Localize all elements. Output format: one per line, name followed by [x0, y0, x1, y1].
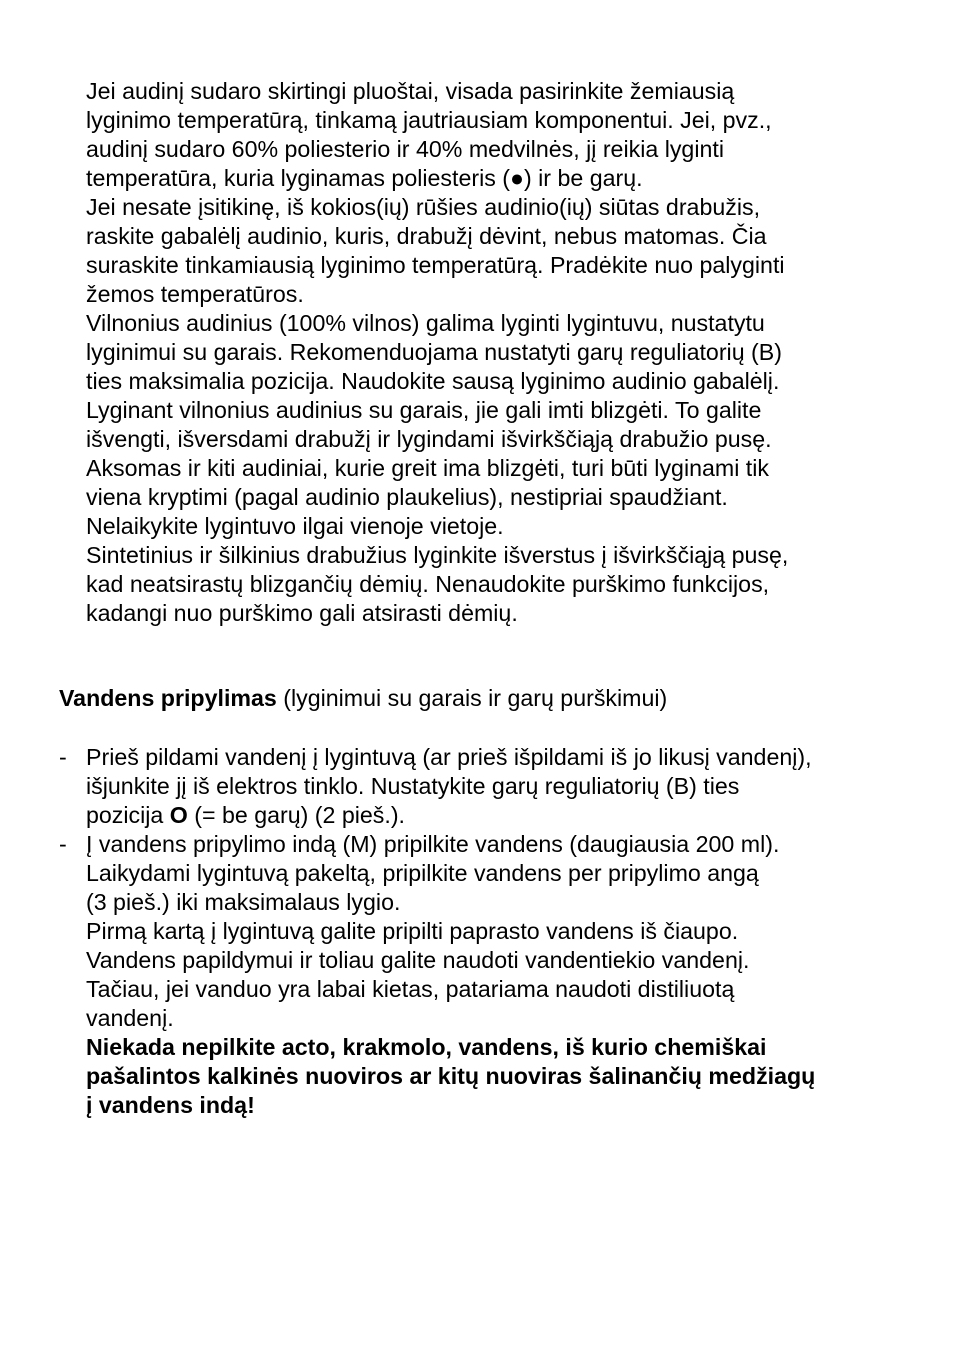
text-line: žemos temperatūros.: [86, 281, 304, 307]
warning-line: Niekada nepilkite acto, krakmolo, vandens, iš kurio chemiškai: [86, 1034, 767, 1060]
text-line: suraskite tinkamiausią lyginimo temperatūrą. Pradėkite nuo palyginti: [86, 252, 785, 278]
text-line: viena kryptimi (pagal audinio plaukelius), nestipriai spaudžiant.: [86, 484, 728, 510]
text-line: Tačiau, jei vanduo yra labai kietas, patariama naudoti distiliuotą: [86, 976, 735, 1002]
text-line: Jei audinį sudaro skirtingi pluoštai, visada pasirinkite žemiausią: [86, 78, 735, 104]
list-bullet: -: [59, 831, 67, 857]
text-line: lyginimui su garais. Rekomenduojama nustatyti garų reguliatorių (B): [86, 339, 782, 365]
text-fragment: (= be garų) (2 pieš.).: [187, 802, 405, 828]
text-line: vandenį.: [86, 1005, 174, 1031]
text-line: ties maksimalia pozicija. Naudokite sausą lyginimo audinio gabalėlį.: [86, 368, 780, 394]
text-line: Jei nesate įsitikinę, iš kokios(ių) rūšies audinio(ių) siūtas drabužis,: [86, 194, 761, 220]
text-line: kadangi nuo purškimo gali atsirasti dėmių.: [86, 600, 518, 626]
text-line: Laikydami lygintuvą pakeltą, pripilkite vandens per pripylimo angą: [86, 860, 759, 886]
text-line: lyginimo temperatūrą, tinkamą jautriausiam komponentui. Jei, pvz.,: [86, 107, 772, 133]
list-bullet: -: [59, 744, 67, 770]
text-line: kad neatsirastų blizgančių dėmių. Nenaudokite purškimo funkcijos,: [86, 571, 770, 597]
warning-line: į vandens indą!: [86, 1092, 255, 1118]
text-line: [86, 801, 815, 830]
text-line: Sintetinius ir šilkinius drabužius lyginkite išverstus į išvirkščiąją pusę,: [86, 542, 789, 568]
section-heading: [59, 684, 667, 713]
text-line: (3 pieš.) iki maksimalaus lygio.: [86, 889, 401, 915]
text-fragment: pozicija: [86, 802, 170, 828]
text-line: Lyginant vilnonius audinius su garais, jie gali imti blizgėti. To galite: [86, 397, 762, 423]
list-item: [59, 830, 815, 1120]
list-item: [59, 743, 815, 830]
text-line: audinį sudaro 60% poliesterio ir 40% medvilnės, jį reikia lyginti: [86, 136, 724, 162]
intro-paragraphs: [86, 77, 788, 628]
text-line: raskite gabalėlį audinio, kuris, drabužį dėvint, nebus matomas. Čia: [86, 223, 767, 249]
instruction-list: [59, 743, 815, 1120]
warning-line: pašalintos kalkinės nuoviros ar kitų nuoviras šalinančių medžiagų: [86, 1063, 816, 1089]
section-heading-subtitle: (lyginimui su garais ir garų purškimui): [276, 685, 668, 711]
text-line: Vandens papildymui ir toliau galite naudoti vandentiekio vandenį.: [86, 947, 750, 973]
text-line: Pirmą kartą į lygintuvą galite pripilti paprasto vandens iš čiaupo.: [86, 918, 739, 944]
position-symbol: O: [169, 802, 188, 828]
text-line: Prieš pildami vandenį į lygintuvą (ar prieš išpildami iš jo likusį vandenį),: [86, 744, 812, 770]
text-line: Į vandens pripylimo indą (M) pripilkite vandens (daugiausia 200 ml).: [86, 831, 780, 857]
text-line: temperatūra, kuria lyginamas poliesteris (●) ir be garų.: [86, 165, 643, 191]
section-heading-bold: Vandens pripylimas: [59, 685, 277, 711]
text-line: išvengti, išversdami drabužį ir lygindami išvirkščiąją drabužio pusę.: [86, 426, 772, 452]
text-line: išjunkite jį iš elektros tinklo. Nustatykite garų reguliatorių (B) ties: [86, 773, 740, 799]
text-line: Aksomas ir kiti audiniai, kurie greit ima blizgėti, turi būti lyginami tik: [86, 455, 769, 481]
text-line: Nelaikykite lygintuvo ilgai vienoje vietoje.: [86, 513, 504, 539]
text-line: Vilnonius audinius (100% vilnos) galima lyginti lygintuvu, nustatytu: [86, 310, 765, 336]
